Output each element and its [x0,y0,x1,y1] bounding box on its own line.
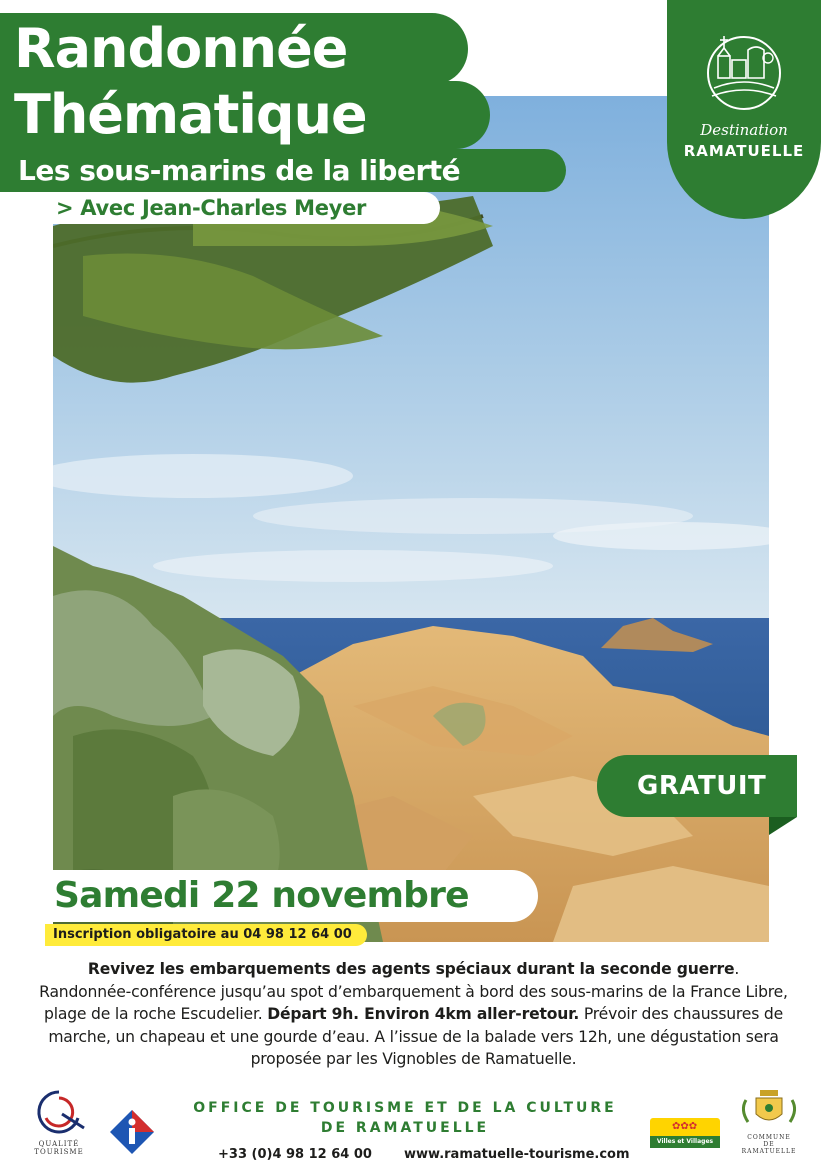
guide-name: > Avec Jean-Charles Meyer [0,192,440,224]
village-hill-icon [704,18,784,113]
registration-notice: Inscription obligatoire au 04 98 12 64 00 [45,924,367,946]
office-line-2: DE RAMATUELLE [320,1120,490,1136]
tourist-info-icon [108,1108,156,1156]
badge-town-name: RAMATUELLE [683,142,805,160]
free-price-tag: GRATUIT [597,755,797,817]
description-tail: Prévoir des chaussures de marche, un chapeau et une gourde d’eau. A l’issue de la balade vers 12h, une dégustation sera proposée par les Vignobles de Ramatuelle. [48,1005,783,1068]
commune-line-3: RAMATUELLE [741,1148,797,1155]
qualite-tourisme-logo [28,1088,90,1158]
office-phone: +33 (0)4 98 12 64 00 [218,1147,372,1162]
event-subtitle: Les sous-marins de la liberté [0,149,566,192]
office-website[interactable]: www.ramatuelle-tourisme.com [404,1147,630,1162]
commune-line-1: COMMUNE [747,1134,791,1141]
event-date: Samedi 22 novembre [40,870,538,922]
description-lead: Revivez les embarquements des agents spéciaux durant la seconde guerre [87,960,735,978]
title-line-1: Randonnée [0,13,468,85]
qualite-tourisme-icon [28,1088,90,1136]
commune-line-2: DE [763,1141,775,1148]
tourist-office-name [165,1098,645,1138]
price-tag-fold [769,817,797,835]
office-line-1: OFFICE DE TOURISME ET DE LA CULTURE [193,1100,617,1116]
description-body: Randonnée-conférence jusqu’au spot d’embarquement à bord des sous-marins de la France Libre, plage de la roche Escudelier. [39,982,788,1023]
destination-badge [667,0,821,219]
villes-fleuris-label: Villes et Villages Fleuris [650,1136,720,1148]
description-lead-end: . [734,960,740,978]
badge-destination-text: Destination [700,121,788,139]
commune-coat-of-arms [738,1088,800,1160]
flower-icons: ✿✿✿ [672,1121,698,1132]
info-diamond-icon [108,1108,156,1156]
description-departure: Départ 9h. Environ 4km aller-retour. [267,1005,580,1023]
qualite-line-2: TOURISME [34,1148,84,1156]
title-line-2: Thématique [0,81,490,149]
villes-fleuris-logo [650,1118,720,1157]
coat-of-arms-icon [738,1088,800,1130]
event-description [20,958,807,1071]
qualite-line-1: QUALITÉ [38,1140,80,1148]
